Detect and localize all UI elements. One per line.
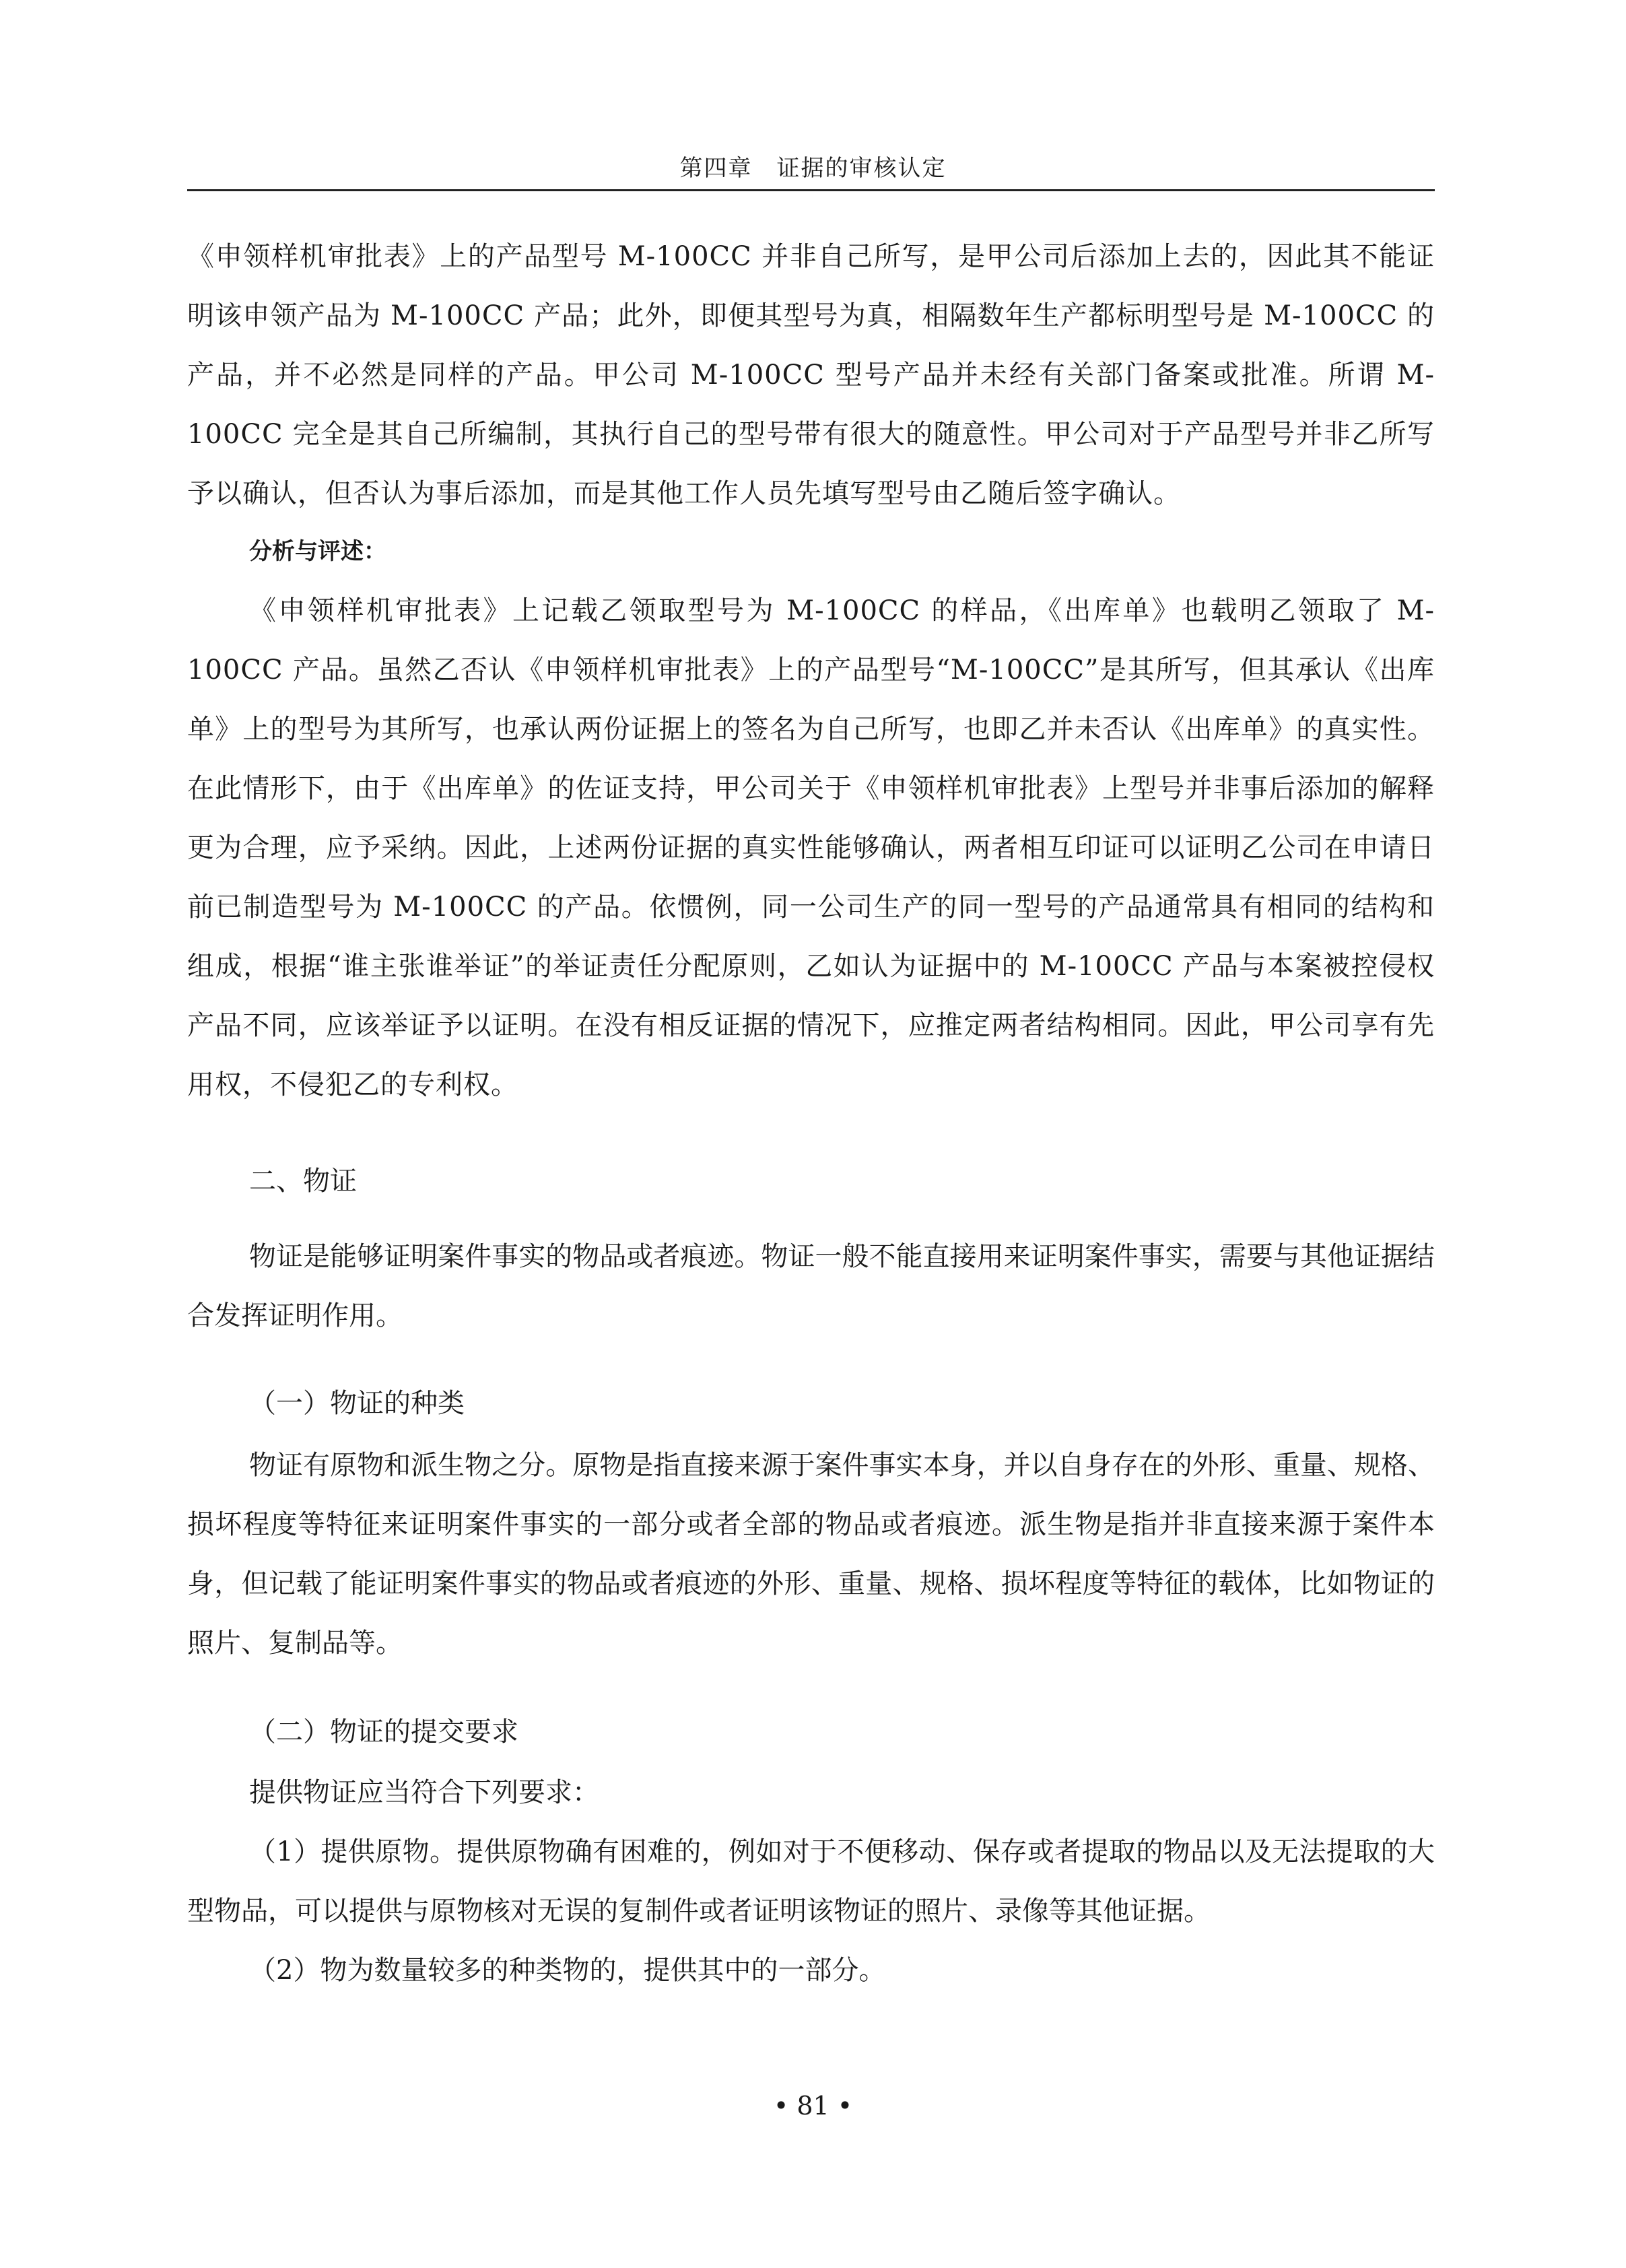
paragraph-requirements-intro: 提供物证应当符合下列要求： (249, 1777, 599, 1808)
header-rule (187, 189, 1435, 191)
paragraph-analysis: 《申领样机审批表》上记载乙领取型号为 M-100CC 的样品，《出库单》也载明乙领取了 M-100CC 产品。虽然乙否认《申领样机审批表》上的产品型号“M-100CC”是其所写，但其承认《出库单》上的型号为其所写，也承认两份证据上的签名为自己所写，也即乙并未否认《出库单》的真实性。在此情形下，由于《出库单》的佐证支持，甲公司关于《申领样机审批表》上型号并非事后添加的解释更为合理，应予采纳。因此，上述两份证据的真实性能够确认，两者相互印证可以证明乙公司在申请日前已制造型号为 M-100CC 的产品。依惯例，同一公司生产的同一型号的产品通常具有相同的结构和组成，根据“谁主张谁举证”的举证责任分配原则，乙如认为证据中的 M-100CC 产品与本案被控侵权产品不同，应该举证予以证明。在没有相反证据的情况下，应推定两者结构相同。因此，甲公司享有先用权，不侵犯乙的专利权。 (187, 595, 1435, 1100)
paragraph-case-argument: 《申领样机审批表》上的产品型号 M-100CC 并非自己所写，是甲公司后添加上去的，因此其不能证明该申领产品为 M-100CC 产品；此外，即便其型号为真，相隔数年生产都标明型号是 M-100CC 的产品，并不必然是同样的产品。甲公司 M-100CC 型号产品并未经有关部门备案或批准。所谓 M-100CC 完全是其自己所编制，其执行自己的型号带有很大的随意性。甲公司对于产品型号并非乙所写予以确认，但否认为事后添加，而是其他工作人员先填写型号由乙随后签字确认。 (187, 241, 1435, 509)
analysis-label: 分析与评述： (249, 538, 386, 565)
subsection-heading-submission: （二）物证的提交要求 (249, 1716, 518, 1747)
running-header: 第四章 证据的审核认定 (679, 155, 947, 182)
list-item-requirement-1: （1）提供原物。提供原物确有困难的，例如对于不便移动、保存或者提取的物品以及无法提取的大型物品，可以提供与原物核对无误的复制件或者证明该物证的照片、录像等其他证据。 (187, 1836, 1435, 1927)
page-number: • 81 • (773, 2091, 853, 2121)
paragraph-physical-evidence-definition: 物证是能够证明案件事实的物品或者痕迹。物证一般不能直接用来证明案件事实，需要与其他证据结合发挥证明作用。 (187, 1241, 1435, 1331)
paragraph-types: 物证有原物和派生物之分。原物是指直接来源于案件事实本身，并以自身存在的外形、重量、规格、损坏程度等特征来证明案件事实的一部分或者全部的物品或者痕迹。派生物是指并非直接来源于案件本身，但记载了能证明案件事实的物品或者痕迹的外形、重量、规格、损坏程度等特征的载体，比如物证的照片、复制品等。 (187, 1450, 1435, 1659)
list-item-requirement-2: （2）物为数量较多的种类物的，提供其中的一部分。 (249, 1955, 886, 1986)
section-heading-physical-evidence: 二、物证 (249, 1166, 357, 1197)
subsection-heading-types: （一）物证的种类 (249, 1388, 465, 1419)
